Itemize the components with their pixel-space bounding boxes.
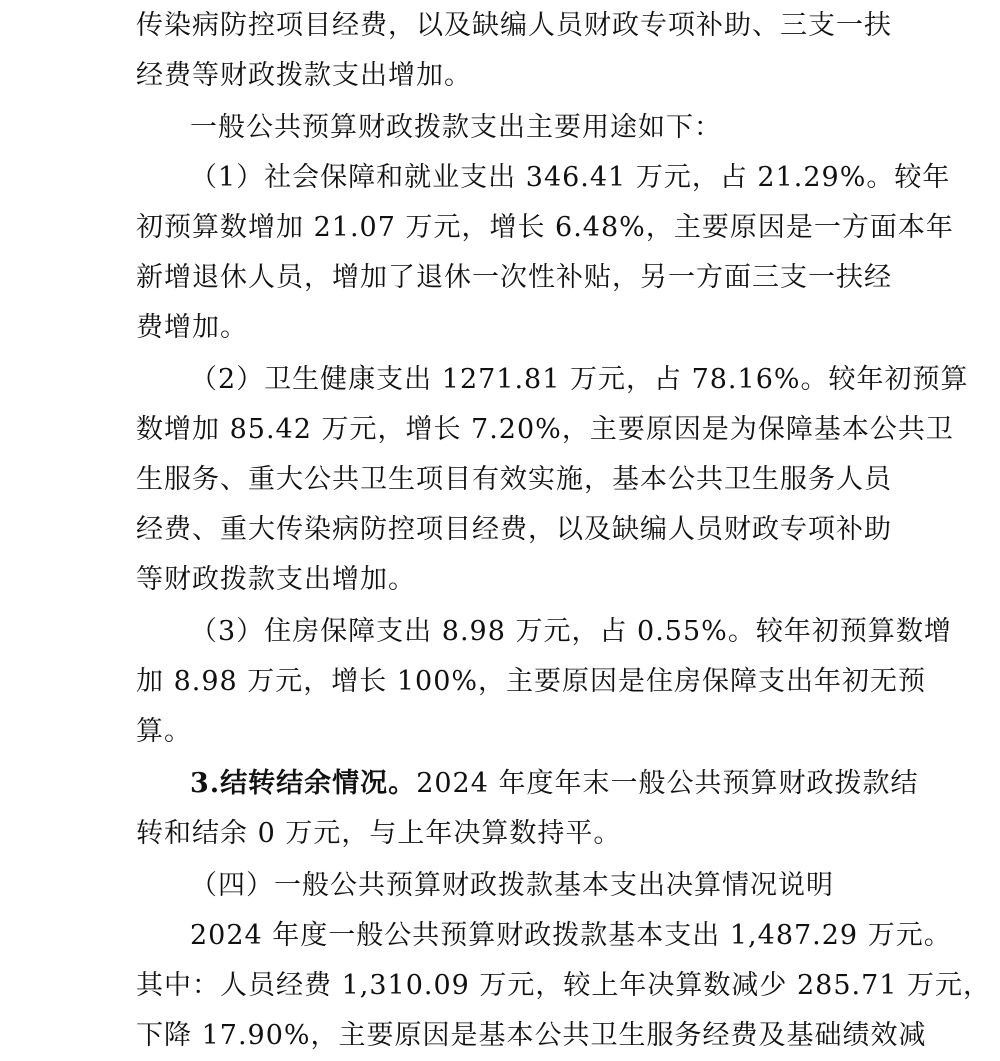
paragraph-line: 生服务、重大公共卫生项目有效实施，基本公共卫生服务人员 xyxy=(136,464,892,495)
paragraph-line: （2）卫生健康支出 1271.81 万元，占 78.16%。较年初预算 xyxy=(190,364,969,395)
paragraph-line: 转和结余 0 万元，与上年决算数持平。 xyxy=(136,818,622,849)
paragraph-line: 新增退休人员，增加了退休一次性补贴，另一方面三支一扶经 xyxy=(136,262,892,293)
paragraph-line: 加 8.98 万元，增长 100%，主要原因是住房保障支出年初无预 xyxy=(136,666,927,697)
paragraph-line: （3）住房保障支出 8.98 万元，占 0.55%。较年初预算数增 xyxy=(190,616,952,647)
paragraph-line: 初预算数增加 21.07 万元，增长 6.48%，主要原因是一方面本年 xyxy=(136,212,954,243)
paragraph-line: 传染病防控项目经费，以及缺编人员财政专项补助、三支一扶 xyxy=(136,10,892,41)
paragraph-line: （1）社会保障和就业支出 346.41 万元，占 21.29%。较年 xyxy=(190,162,951,193)
paragraph-line: 费增加。 xyxy=(136,312,248,343)
carryover-heading: 3.结转结余情况。 xyxy=(190,768,417,799)
paragraph-line: 数增加 85.42 万元，增长 7.20%，主要原因是为保障基本公共卫 xyxy=(136,414,954,445)
section-intro: 一般公共预算财政拨款支出主要用途如下： xyxy=(190,112,722,143)
section-heading: （四）一般公共预算财政拨款基本支出决算情况说明 xyxy=(190,870,834,901)
paragraph-line: 其中：人员经费 1,310.09 万元，较上年决算数减少 285.71 万元， xyxy=(136,970,992,1001)
carryover-heading-line xyxy=(190,759,919,809)
carryover-text: 2024 年度年末一般公共预算财政拨款结 xyxy=(416,768,919,799)
paragraph-line: 经费、重大传染病防控项目经费，以及缺编人员财政专项补助 xyxy=(136,514,892,545)
paragraph-line: 经费等财政拨款支出增加。 xyxy=(136,60,472,91)
paragraph-line: 2024 年度一般公共预算财政拨款基本支出 1,487.29 万元。 xyxy=(190,920,952,951)
paragraph-line: 等财政拨款支出增加。 xyxy=(136,564,416,595)
paragraph-line: 下降 17.90%，主要原因是基本公共卫生服务经费及基础绩效减 xyxy=(136,1020,927,1051)
paragraph-line: 算。 xyxy=(136,716,192,747)
